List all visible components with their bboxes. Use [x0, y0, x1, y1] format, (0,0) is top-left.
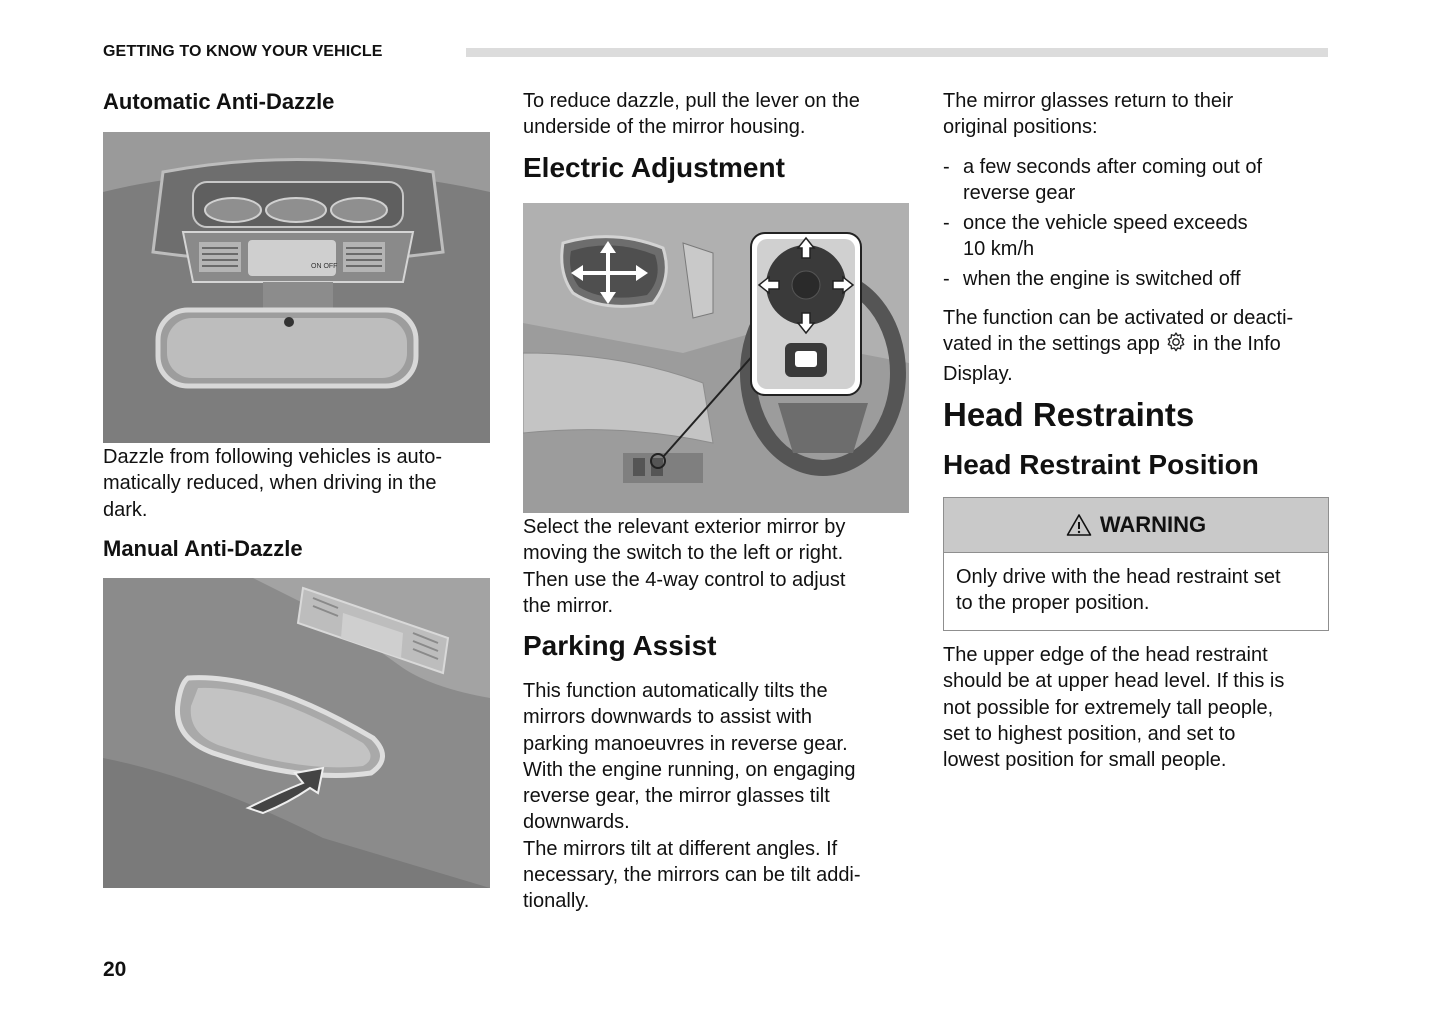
list-item: - once the vehicle speed exceeds 10 km/h	[943, 212, 1248, 261]
heading-electric-adjustment: Electric Adjustment	[523, 152, 785, 183]
settings-text: The function can be activated or deacti- vated in the settings app in the Info Display.	[943, 307, 1294, 385]
heading-parking-assist: Parking Assist	[523, 630, 717, 661]
warning-triangle-icon	[1066, 513, 1092, 537]
figure-manual-anti-dazzle	[103, 578, 490, 888]
switch-label: ON OFF	[311, 263, 338, 270]
mirror-return-text: The mirror glasses return to their original positions:	[943, 90, 1234, 139]
figure-electric-adjustment	[523, 203, 909, 513]
parking-assist-text: This function automatically tilts the mirrors downwards to assist with parking manoeuvres in reverse gear. With the engine running, on engaging reverse gear, the mirror glasses tilt downwards. The mirrors tilt at different angles. If necessary, the mirrors can be tilt addi- tionally.	[523, 680, 861, 913]
head-restraint-text: The upper edge of the head restraint should be at upper head level. If this is not possible for extremely tall people, set to highest position, and set to lowest position for small people.	[943, 644, 1285, 772]
auto-anti-dazzle-text: Dazzle from following vehicles is auto- matically reduced, when driving in the dark.	[103, 446, 443, 521]
figure-automatic-anti-dazzle	[103, 132, 490, 443]
section-title: GETTING TO KNOW YOUR VEHICLE	[103, 43, 383, 60]
heading-automatic-anti-dazzle: Automatic Anti-Dazzle	[103, 89, 335, 114]
heading-head-restraints: Head Restraints	[943, 396, 1195, 433]
gear-icon	[1165, 331, 1187, 360]
heading-head-restraint-position: Head Restraint Position	[943, 449, 1259, 480]
page-number: 20	[103, 958, 127, 981]
warning-box	[943, 497, 1329, 631]
reduce-dazzle-text: To reduce dazzle, pull the lever on the underside of the mirror housing.	[523, 90, 860, 139]
electric-adjustment-text: Select the relevant exterior mirror by moving the switch to the left or right. Then use the 4-way control to adjust the mirror.	[523, 516, 846, 617]
warning-header	[944, 498, 1328, 553]
warning-title: WARNING	[1099, 512, 1207, 537]
warning-body: Only drive with the head restraint set to the proper position.	[956, 566, 1281, 615]
list-item: - a few seconds after coming out of reverse gear	[943, 156, 1263, 205]
list-item: - when the engine is switched off	[943, 268, 1241, 290]
heading-manual-anti-dazzle: Manual Anti-Dazzle	[103, 536, 303, 561]
header-rule	[466, 48, 1328, 57]
